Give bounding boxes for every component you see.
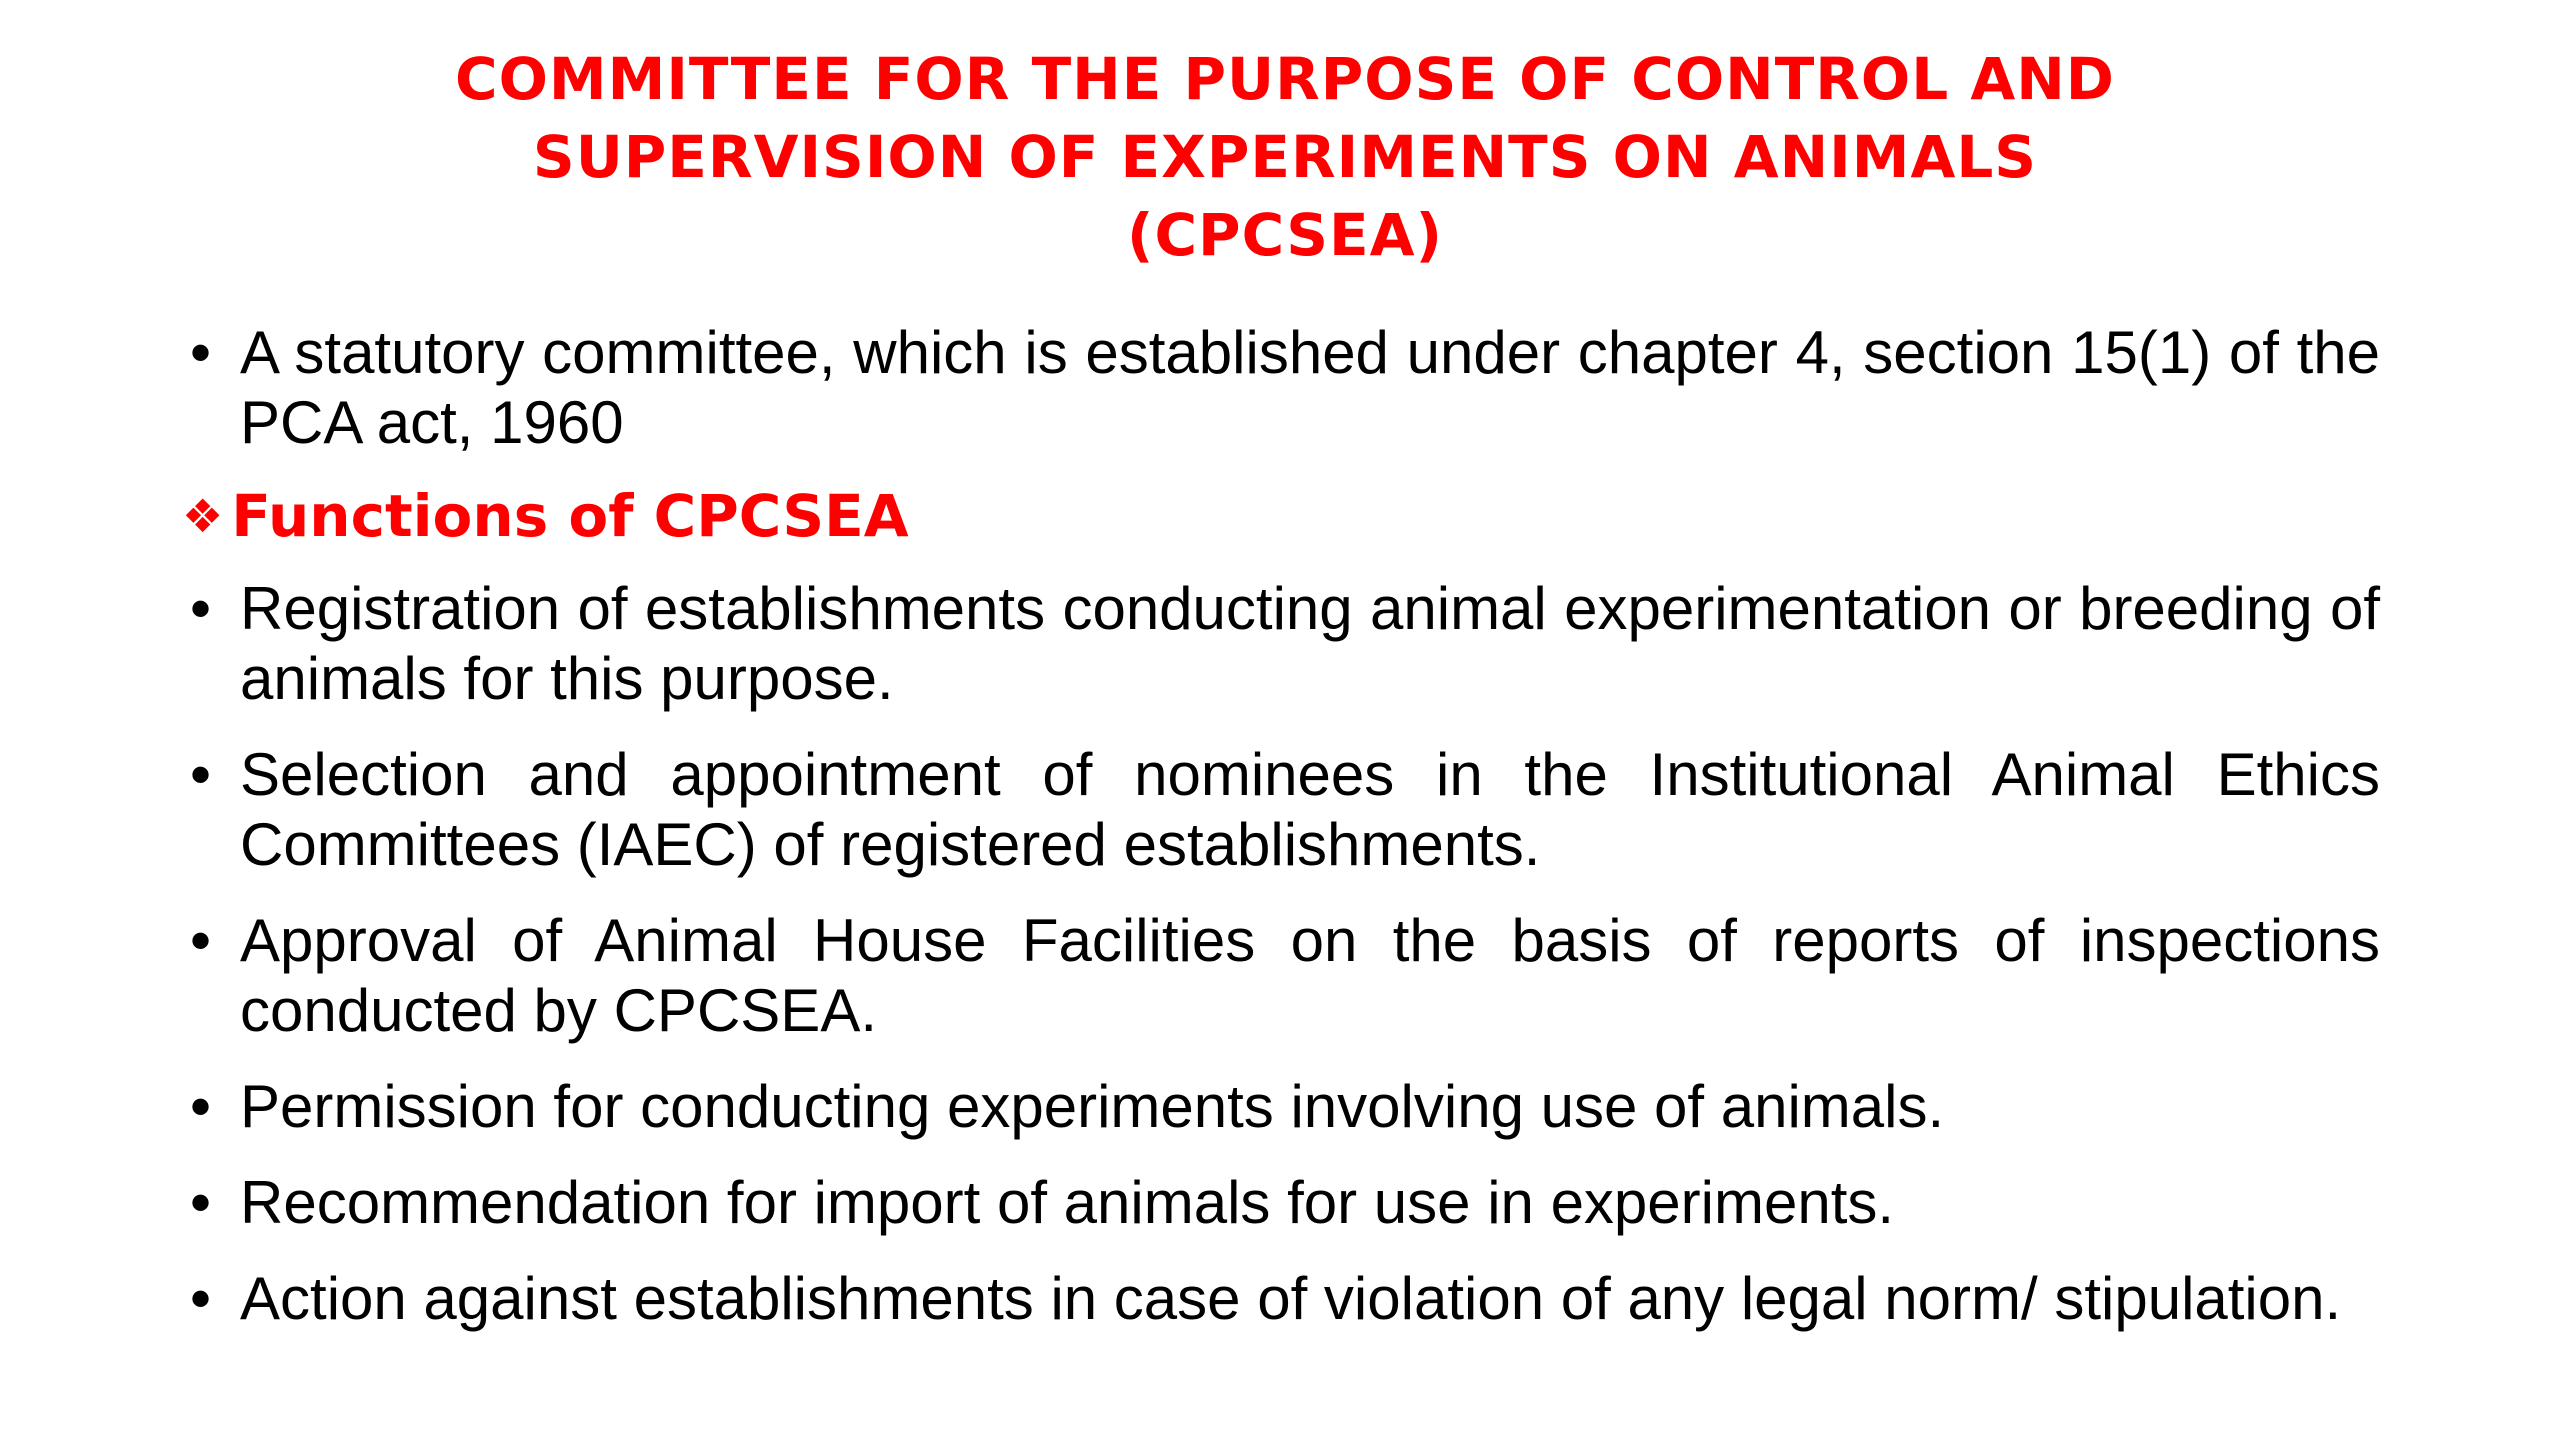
functions-list [190, 574, 2380, 1334]
slide-title [190, 40, 2380, 274]
list-item [190, 1072, 2380, 1142]
title-line-2: SUPERVISION OF EXPERIMENTS ON ANIMALS [532, 123, 2038, 191]
list-item-text: Recommendation for import of animals for use in experiments. [240, 1169, 1895, 1236]
title-line-3: (CPCSEA) [1126, 201, 1443, 269]
functions-heading [182, 480, 2380, 552]
intro-bullet-text: A statutory committee, which is established under chapter 4, section 15(1) of the PCA act, 1960 [240, 319, 2380, 456]
list-item [190, 574, 2380, 714]
list-item [190, 906, 2380, 1046]
bullet-dot-icon: • [190, 319, 212, 386]
bullet-dot-icon: • [190, 575, 212, 642]
diamond-bullet-icon: ❖ [182, 489, 224, 543]
functions-heading-text: Functions of CPCSEA [231, 482, 909, 550]
list-item [190, 740, 2380, 880]
intro-list [190, 318, 2380, 458]
list-item-text: Permission for conducting experiments involving use of animals. [240, 1073, 1945, 1140]
bullet-dot-icon: • [190, 1073, 212, 1140]
list-item [190, 1264, 2380, 1334]
list-item [190, 1168, 2380, 1238]
list-item-text: Selection and appointment of nominees in the Institutional Animal Ethics Committees (IAEC) of registered establishments. [240, 741, 2380, 878]
bullet-dot-icon: • [190, 1265, 212, 1332]
list-item-text: Approval of Animal House Facilities on the basis of reports of inspections conducted by CPCSEA. [240, 907, 2380, 1044]
list-item-text: Action against establishments in case of violation of any legal norm/ stipulation. [240, 1265, 2342, 1332]
list-item-text: Registration of establishments conducting animal experimentation or breeding of animals for this purpose. [240, 575, 2380, 712]
bullet-dot-icon: • [190, 907, 212, 974]
title-line-1: COMMITTEE FOR THE PURPOSE OF CONTROL AND [455, 45, 2115, 113]
bullet-dot-icon: • [190, 741, 212, 808]
bullet-dot-icon: • [190, 1169, 212, 1236]
intro-bullet [190, 318, 2380, 458]
